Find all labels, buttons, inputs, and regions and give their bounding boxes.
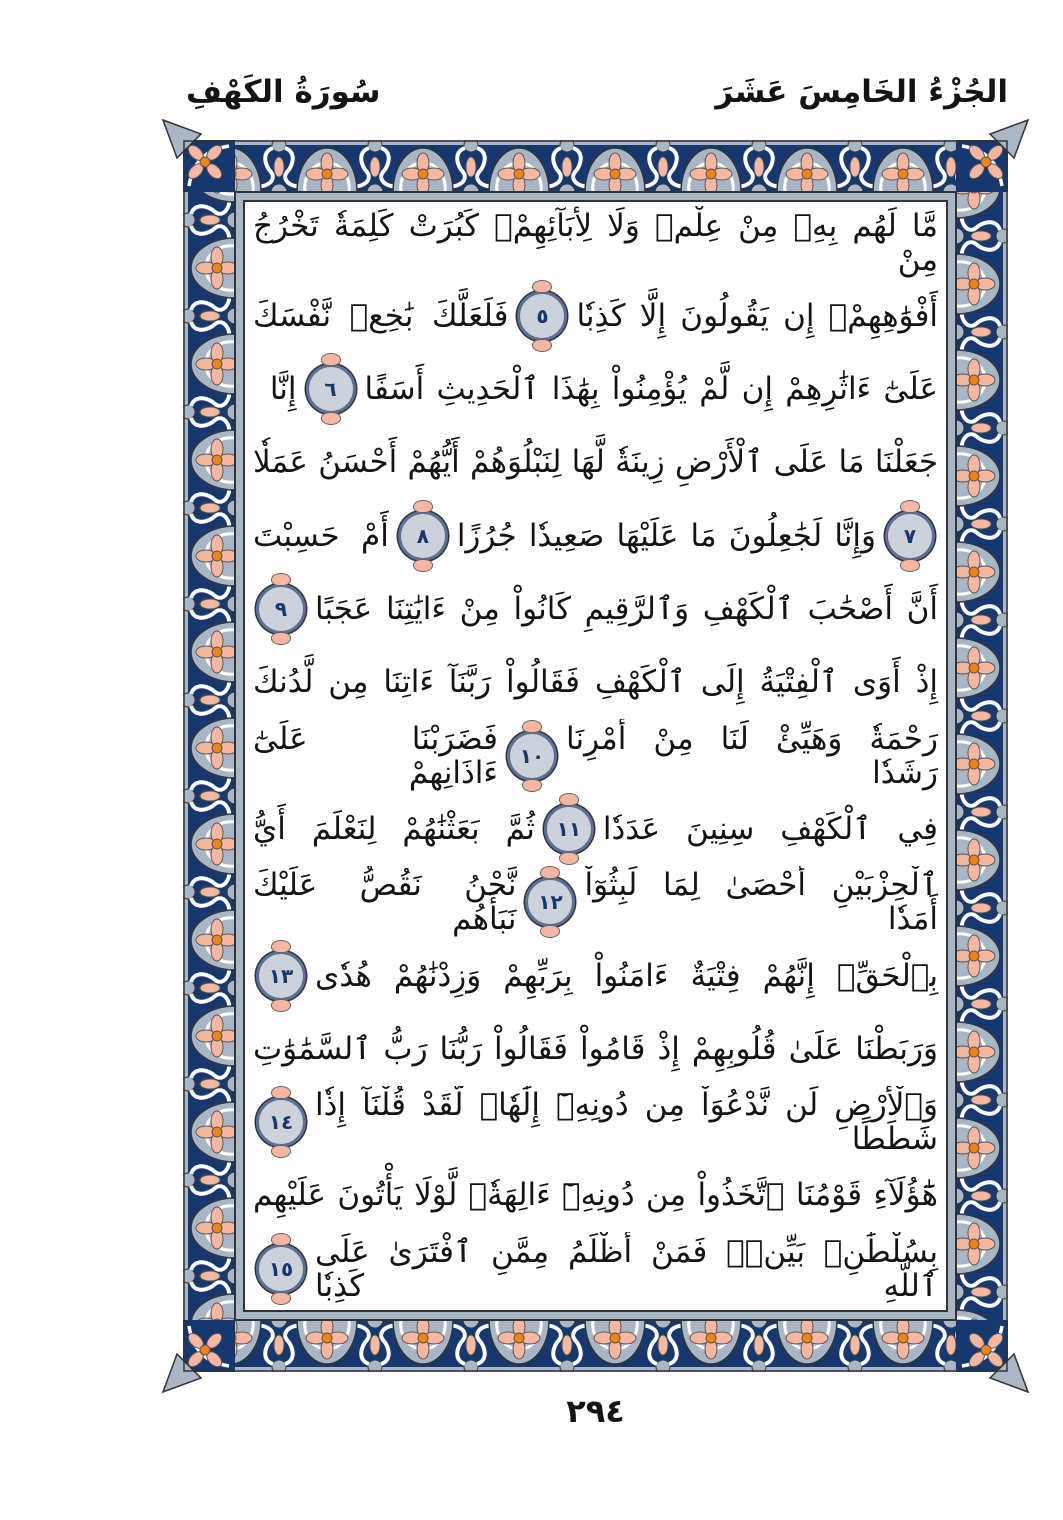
- border-top-edge: [183, 140, 1008, 192]
- surah-header: سُورَةُ الكَهْفِ: [186, 74, 381, 110]
- mushaf-line: [250, 866, 941, 939]
- mushaf-line: [250, 792, 941, 865]
- ayah-text: رَحْمَةٗ وَهَيِّئْ لَنَا مِنْ أَمْرِنَا رَشَدٗا: [566, 720, 938, 791]
- mushaf-line: [250, 206, 941, 279]
- verse-number-marker: ٦: [306, 364, 356, 414]
- verse-number-marker: ١٥: [256, 1244, 306, 1294]
- ayah-text: ٱلْحِزْبَيْنِ أَحْصَىٰ لِمَا لَبِثُوٓاْ أَمَدٗا: [584, 867, 938, 938]
- verse-number-marker: ١٤: [256, 1097, 306, 1147]
- mushaf-line: [250, 426, 941, 499]
- ayah-text: نَّحْنُ نَقُصُّ عَلَيْكَ نَبَأَهُم: [253, 867, 517, 938]
- verse-number-marker: ١٣: [256, 951, 306, 1001]
- verse-number-marker: ٥: [517, 291, 567, 341]
- page-number: ٢٩٤: [566, 1392, 625, 1430]
- verse-number-marker: ١١: [544, 804, 594, 854]
- ayah-text: فَلَعَلَّكَ بَٰخِعٞ نَّفْسَكَ: [253, 297, 509, 334]
- mushaf-line: [250, 572, 941, 645]
- ayah-text: إِنَّا: [269, 371, 297, 408]
- ayah-text: ثُمَّ بَعَثْنَٰهُمْ لِنَعْلَمَ أَيُّ: [252, 810, 535, 847]
- ayah-text: أَفْوَٰهِهِمْۚ إِن يَقُولُونَ إِلَّا كَذِبٗا: [576, 297, 938, 334]
- ayah-text: أَنَّ أَصْحَٰبَ ٱلْكَهْفِ وَٱلرَّقِيمِ كَانُواْ مِنْ ءَايَٰتِنَا عَجَبًا: [315, 591, 938, 628]
- ayah-text: وَإِنَّا لَجَٰعِلُونَ مَا عَلَيْهَا صَعِيدٗا جُرُزًا: [456, 517, 876, 554]
- verse-number-marker: ٧: [885, 511, 935, 561]
- mushaf-line: [250, 1159, 941, 1232]
- quran-text-area: [250, 206, 941, 1306]
- verse-number-marker: ٨: [398, 511, 448, 561]
- ayah-text: أَمْ حَسِبْتَ: [253, 517, 389, 554]
- juz-header: الجُزْءُ الخَامِسَ عَشَرَ: [715, 74, 1008, 110]
- verse-number-marker: ٩: [256, 584, 306, 634]
- ayah-text: بِٱلْحَقِّۚ إِنَّهُمْ فِتْيَةٌ ءَامَنُواْ بِرَبِّهِمْ وَزِدْنَٰهُمْ هُدٗى: [315, 957, 938, 994]
- ayah-text: وَٱلْأَرْضِ لَن نَّدْعُوَاْ مِن دُونِهِۦٓ إِلَٰهٗاۖ لَّقَدْ قُلْنَآ إِذٗا شَطَطًا: [315, 1087, 938, 1158]
- ayah-text: مَّا لَهُم بِهِۦ مِنْ عِلْمٖ وَلَا لِأٓبَآئِهِمْۚ كَبُرَتْ كَلِمَةٗ تَخْرُجُ مِنْ: [253, 207, 938, 278]
- verse-number-marker: ١٢: [525, 877, 575, 927]
- ayah-text: هَٰٓؤُلَآءِ قَوْمُنَا ٱتَّخَذُواْ مِن دُونِهِۦٓ ءَالِهَةٗۖ لَّوْلَا يَأْتُونَ عَلَيْهِم: [253, 1177, 938, 1214]
- mushaf-line: [250, 1232, 941, 1305]
- ayah-text: وَرَبَطْنَا عَلَىٰ قُلُوبِهِمْ إِذْ قَامُواْ فَقَالُواْ رَبُّنَا رَبُّ ٱلسَّمَٰوَٰتِ: [253, 1030, 938, 1067]
- ayah-text: فَضَرَبْنَا عَلَىٰٓ ءَاذَانِهِمْ: [253, 720, 498, 791]
- ayah-text: جَعَلْنَا مَا عَلَى ٱلْأَرْضِ زِينَةٗ لَّهَا لِنَبْلُوَهُمْ أَيُّهُمْ أَحْسَنُ عَمَلٗا: [253, 444, 938, 481]
- mushaf-line: [250, 719, 941, 792]
- ayah-text: بِسُلْطَٰنِۭ بَيِّنٖۖ فَمَنْ أَظْلَمُ مِمَّنِ ٱفْتَرَىٰ عَلَى ٱللَّهِ كَذِبٗا: [315, 1233, 938, 1304]
- ayah-text: إِذْ أَوَى ٱلْفِتْيَةُ إِلَى ٱلْكَهْفِ فَقَالُواْ رَبَّنَآ ءَاتِنَا مِن لَّدُنكَ: [253, 664, 938, 701]
- ayah-text: عَلَىٰٓ ءَاثَٰرِهِمْ إِن لَّمْ يُؤْمِنُواْ بِهَٰذَا ٱلْحَدِيثِ أَسَفًا: [364, 371, 938, 408]
- mushaf-line: [250, 646, 941, 719]
- mushaf-line: [250, 1012, 941, 1085]
- corner-flower-ornament: [163, 120, 236, 193]
- mushaf-line: [250, 939, 941, 1012]
- mushaf-line: [250, 1086, 941, 1159]
- ayah-text: فِي ٱلْكَهْفِ سِنِينَ عَدَدٗا: [602, 810, 938, 847]
- mushaf-line: [250, 353, 941, 426]
- mushaf-line: [250, 279, 941, 352]
- verse-number-marker: ١٠: [507, 731, 557, 781]
- mushaf-line: [250, 499, 941, 572]
